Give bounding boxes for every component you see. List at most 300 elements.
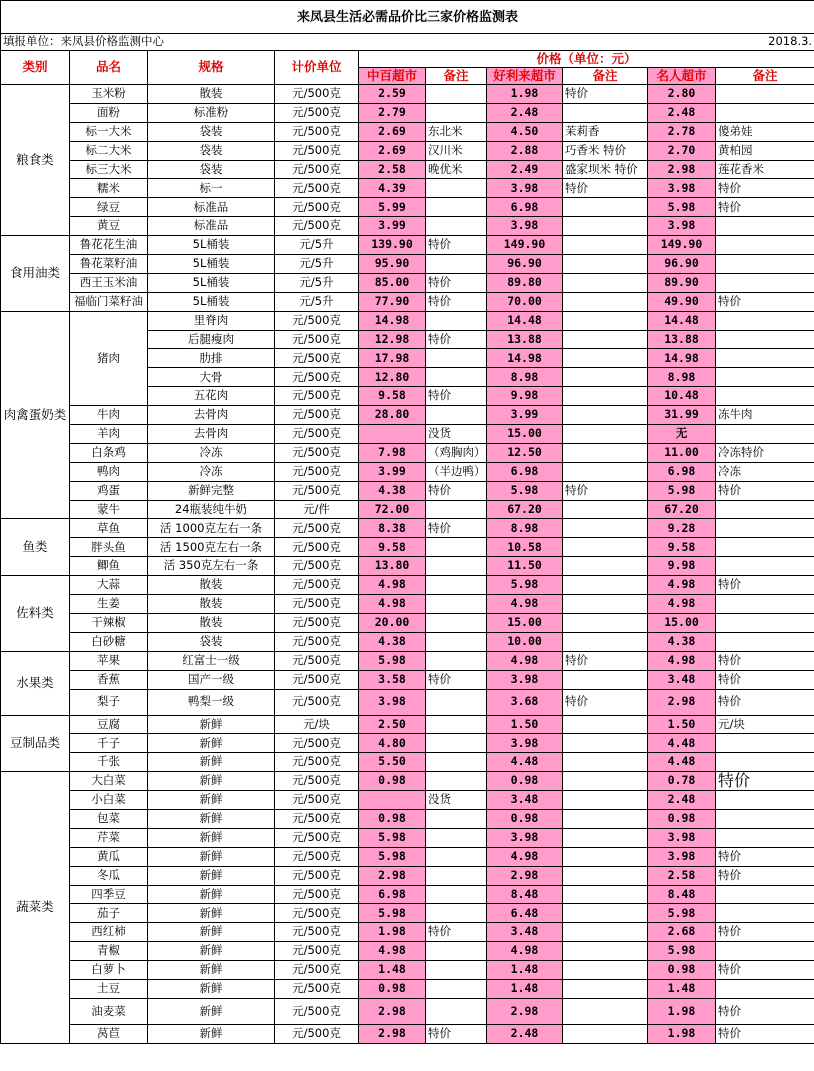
price-store2: 6.98 (487, 198, 563, 217)
item-unit: 元/500克 (275, 828, 359, 847)
note-store2 (563, 425, 648, 444)
note-store3 (716, 85, 814, 104)
price-store1: 2.69 (359, 122, 426, 141)
item-spec: 新鲜 (148, 866, 275, 885)
price-store3: 149.90 (648, 236, 716, 255)
price-store3: 2.70 (648, 141, 716, 160)
table-row (1, 273, 814, 292)
price-store1: 5.98 (359, 904, 426, 923)
price-store2: 4.50 (487, 122, 563, 141)
price-store1: 17.98 (359, 349, 426, 368)
table-row (1, 443, 814, 462)
note-store3: 特价 (716, 292, 814, 311)
note-store2: 特价 (563, 481, 648, 500)
price-store2: 4.48 (487, 753, 563, 772)
note-store3: 冷冻 (716, 462, 814, 481)
note-store2 (563, 809, 648, 828)
item-unit: 元/500克 (275, 670, 359, 689)
note-store3 (716, 734, 814, 753)
note-store2 (563, 753, 648, 772)
price-store3: 0.98 (648, 809, 716, 828)
price-store2: 3.68 (487, 689, 563, 715)
note-store3: 黄柏园 (716, 141, 814, 160)
note-store1 (426, 538, 487, 557)
price-store3: 8.98 (648, 368, 716, 387)
price-store1: 4.98 (359, 942, 426, 961)
table-row (1, 942, 814, 961)
item-name: 苹果 (70, 651, 148, 670)
note-store1 (426, 961, 487, 980)
table-row (1, 632, 814, 651)
price-store3: 1.50 (648, 715, 716, 734)
item-spec: 24瓶装纯牛奶 (148, 500, 275, 519)
note-store2 (563, 311, 648, 330)
item-spec: 红富士一级 (148, 651, 275, 670)
price-store1: 4.38 (359, 481, 426, 500)
item-unit: 元/500克 (275, 103, 359, 122)
note-store3: 特价 (716, 670, 814, 689)
note-store2 (563, 942, 648, 961)
item-unit: 元/500克 (275, 122, 359, 141)
item-spec: 袋装 (148, 632, 275, 651)
note-store3 (716, 425, 814, 444)
note-store1: 特价 (426, 292, 487, 311)
note-store1 (426, 998, 487, 1024)
note-store1 (426, 217, 487, 236)
item-name: 羊肉 (70, 425, 148, 444)
item-unit: 元/500克 (275, 330, 359, 349)
price-store1: 85.00 (359, 273, 426, 292)
price-store3: 1.48 (648, 979, 716, 998)
item-name: 千子 (70, 734, 148, 753)
item-unit: 元/500克 (275, 595, 359, 614)
price-store1: 4.39 (359, 179, 426, 198)
item-name: 芹菜 (70, 828, 148, 847)
note-store3 (716, 330, 814, 349)
table-row (1, 236, 814, 255)
note-store1: （半边鸭） (426, 462, 487, 481)
note-store3: 特价 (716, 179, 814, 198)
item-name: 干辣椒 (70, 613, 148, 632)
note-store3 (716, 273, 814, 292)
note-store2 (563, 613, 648, 632)
price-store3: 4.98 (648, 651, 716, 670)
note-store1 (426, 772, 487, 791)
note-store3 (716, 557, 814, 576)
note-store3: 特价 (716, 481, 814, 500)
item-spec: 5L桶装 (148, 273, 275, 292)
price-store2: 2.98 (487, 998, 563, 1024)
note-store1 (426, 85, 487, 104)
price-store2: 5.98 (487, 576, 563, 595)
price-store2: 89.80 (487, 273, 563, 292)
price-store3: 3.98 (648, 217, 716, 236)
item-spec: 新鲜 (148, 904, 275, 923)
item-unit: 元/500克 (275, 791, 359, 810)
price-store1: 1.48 (359, 961, 426, 980)
note-store1: 没货 (426, 791, 487, 810)
price-store1: 2.98 (359, 1024, 426, 1043)
price-store2: 4.98 (487, 942, 563, 961)
item-spec: 5L桶装 (148, 236, 275, 255)
note-store3: 冷冻特价 (716, 443, 814, 462)
price-store2: 3.48 (487, 923, 563, 942)
note-store3 (716, 753, 814, 772)
note-store1: 特价 (426, 923, 487, 942)
item-spec: 标准品 (148, 198, 275, 217)
note-store3 (716, 632, 814, 651)
item-unit: 元/500克 (275, 462, 359, 481)
item-spec: 新鲜 (148, 734, 275, 753)
header-category: 类别 (1, 51, 70, 85)
item-spec: 新鲜 (148, 979, 275, 998)
note-store1: 汉川米 (426, 141, 487, 160)
item-name: 面粉 (70, 103, 148, 122)
item-unit: 元/500克 (275, 160, 359, 179)
note-store3 (716, 791, 814, 810)
table-row (1, 500, 814, 519)
note-store2: 巧香米 特价 (563, 141, 648, 160)
table-row (1, 923, 814, 942)
item-spec: 新鲜 (148, 885, 275, 904)
note-store1 (426, 632, 487, 651)
price-store1: 3.99 (359, 462, 426, 481)
item-unit: 元/500克 (275, 961, 359, 980)
note-store3: 特价 (716, 998, 814, 1024)
note-store2 (563, 961, 648, 980)
price-store1: 12.98 (359, 330, 426, 349)
table-row (1, 885, 814, 904)
item-spec: 冷冻 (148, 462, 275, 481)
price-store3: 6.98 (648, 462, 716, 481)
item-unit: 元/500克 (275, 942, 359, 961)
item-unit: 元/500克 (275, 753, 359, 772)
note-store1 (426, 406, 487, 425)
price-store2: 10.58 (487, 538, 563, 557)
price-store2: 96.90 (487, 255, 563, 274)
note-store2 (563, 349, 648, 368)
item-name: 青椒 (70, 942, 148, 961)
category-label: 肉禽蛋奶类 (1, 311, 70, 519)
item-name: 福临门菜籽油 (70, 292, 148, 311)
note-store3: 特价 (716, 576, 814, 595)
note-store2 (563, 500, 648, 519)
note-store1 (426, 979, 487, 998)
note-store2: 特价 (563, 651, 648, 670)
note-store3 (716, 942, 814, 961)
item-unit: 元/500克 (275, 772, 359, 791)
table-row (1, 425, 814, 444)
price-store3: 14.48 (648, 311, 716, 330)
item-name: 猪肉 (70, 311, 148, 405)
item-unit: 元/500克 (275, 425, 359, 444)
item-spec: 冷冻 (148, 443, 275, 462)
price-store3: 9.28 (648, 519, 716, 538)
note-store3: 元/块 (716, 715, 814, 734)
price-store1: 4.98 (359, 595, 426, 614)
note-store2 (563, 866, 648, 885)
price-store2: 5.98 (487, 481, 563, 500)
item-unit: 元/500克 (275, 85, 359, 104)
item-spec: 散装 (148, 576, 275, 595)
item-unit: 元/500克 (275, 538, 359, 557)
item-name: 大白菜 (70, 772, 148, 791)
price-store1: 2.69 (359, 141, 426, 160)
note-store3 (716, 311, 814, 330)
table-row (1, 255, 814, 274)
item-name: 香蕉 (70, 670, 148, 689)
table-row (1, 961, 814, 980)
price-store2: 4.98 (487, 595, 563, 614)
price-store1: 95.90 (359, 255, 426, 274)
note-store1 (426, 103, 487, 122)
price-store1: 0.98 (359, 979, 426, 998)
item-unit: 元/500克 (275, 368, 359, 387)
price-store2: 6.98 (487, 462, 563, 481)
category-label: 佐料类 (1, 576, 70, 652)
item-unit: 元/5升 (275, 236, 359, 255)
item-name: 包菜 (70, 809, 148, 828)
price-store1: 8.38 (359, 519, 426, 538)
price-store2: 14.98 (487, 349, 563, 368)
note-store1 (426, 753, 487, 772)
price-store2: 3.98 (487, 734, 563, 753)
price-store3: 49.90 (648, 292, 716, 311)
note-store1 (426, 595, 487, 614)
item-spec: 新鲜 (148, 828, 275, 847)
price-store3: 11.00 (648, 443, 716, 462)
table-row (1, 866, 814, 885)
item-unit: 元/500克 (275, 576, 359, 595)
table-row (1, 791, 814, 810)
note-store1 (426, 255, 487, 274)
price-store2: 15.00 (487, 613, 563, 632)
price-store1: 14.98 (359, 311, 426, 330)
note-store1 (426, 557, 487, 576)
note-store3: 特价 (716, 923, 814, 942)
table-row (1, 141, 814, 160)
note-store2 (563, 292, 648, 311)
item-unit: 元/500克 (275, 217, 359, 236)
item-name: 牛肉 (70, 406, 148, 425)
note-store2 (563, 734, 648, 753)
table-row (1, 103, 814, 122)
price-store2: 2.88 (487, 141, 563, 160)
item-unit: 元/500克 (275, 866, 359, 885)
table-row (1, 595, 814, 614)
price-store2: 2.49 (487, 160, 563, 179)
item-unit: 元/500克 (275, 979, 359, 998)
note-store1: （鸡胸肉） (426, 443, 487, 462)
table-row (1, 809, 814, 828)
note-store2 (563, 923, 648, 942)
note-store2 (563, 885, 648, 904)
price-store2: 2.98 (487, 866, 563, 885)
note-store1: 晚优米 (426, 160, 487, 179)
note-store3 (716, 979, 814, 998)
note-store2: 特价 (563, 179, 648, 198)
item-name: 西王玉米油 (70, 273, 148, 292)
note-store2 (563, 217, 648, 236)
table-row (1, 311, 814, 330)
price-store1: 3.98 (359, 689, 426, 715)
item-unit: 元/500克 (275, 141, 359, 160)
item-spec: 新鲜 (148, 1024, 275, 1043)
note-store3: 傻弟娃 (716, 122, 814, 141)
item-name: 冬瓜 (70, 866, 148, 885)
price-store3: 9.98 (648, 557, 716, 576)
note-store2 (563, 462, 648, 481)
item-name: 豆腐 (70, 715, 148, 734)
price-store3: 2.98 (648, 689, 716, 715)
header-note3: 备注 (716, 68, 814, 85)
note-store1 (426, 847, 487, 866)
item-spec: 新鲜 (148, 847, 275, 866)
item-name: 黄豆 (70, 217, 148, 236)
note-store1: 特价 (426, 670, 487, 689)
price-store1: 13.80 (359, 557, 426, 576)
note-store2 (563, 828, 648, 847)
price-store1: 2.50 (359, 715, 426, 734)
note-store3: 冻牛肉 (716, 406, 814, 425)
item-spec: 散装 (148, 85, 275, 104)
item-unit: 元/500克 (275, 998, 359, 1024)
item-spec: 袋装 (148, 141, 275, 160)
item-name: 草鱼 (70, 519, 148, 538)
page-title: 来凤县生活必需品价比三家价格监测表 (1, 1, 814, 34)
item-unit: 元/500克 (275, 904, 359, 923)
item-unit: 元/500克 (275, 443, 359, 462)
note-store3: 特价 (716, 1024, 814, 1043)
item-unit: 元/500克 (275, 387, 359, 406)
note-store2 (563, 387, 648, 406)
table-row (1, 292, 814, 311)
item-unit: 元/块 (275, 715, 359, 734)
price-store3: 3.98 (648, 828, 716, 847)
note-store1: 特价 (426, 330, 487, 349)
price-store1: 28.80 (359, 406, 426, 425)
price-store1: 20.00 (359, 613, 426, 632)
price-store3: 2.48 (648, 103, 716, 122)
note-store1 (426, 311, 487, 330)
table-row (1, 828, 814, 847)
note-store2 (563, 595, 648, 614)
table-row (1, 772, 814, 791)
note-store1 (426, 689, 487, 715)
item-spec: 鸭梨一级 (148, 689, 275, 715)
note-store2 (563, 406, 648, 425)
table-row (1, 670, 814, 689)
item-unit: 元/500克 (275, 734, 359, 753)
item-name: 茄子 (70, 904, 148, 923)
price-store1: 9.58 (359, 387, 426, 406)
item-unit: 元/500克 (275, 557, 359, 576)
price-store3: 89.90 (648, 273, 716, 292)
header-spec: 规格 (148, 51, 275, 85)
price-store2: 11.50 (487, 557, 563, 576)
item-unit: 元/5升 (275, 273, 359, 292)
table-row (1, 538, 814, 557)
price-store3: 4.48 (648, 753, 716, 772)
table-row (1, 179, 814, 198)
price-store2: 13.88 (487, 330, 563, 349)
price-store3: 15.00 (648, 613, 716, 632)
note-store3 (716, 500, 814, 519)
note-store2 (563, 368, 648, 387)
item-spec: 活 1500克左右一条 (148, 538, 275, 557)
table-row (1, 217, 814, 236)
note-store2 (563, 330, 648, 349)
header-unit: 计价单位 (275, 51, 359, 85)
price-store3: 0.78 (648, 772, 716, 791)
item-name: 白萝卜 (70, 961, 148, 980)
table-row (1, 462, 814, 481)
price-store1: 5.50 (359, 753, 426, 772)
note-store2 (563, 847, 648, 866)
price-store1: 2.98 (359, 866, 426, 885)
note-store1 (426, 885, 487, 904)
price-store3: 2.78 (648, 122, 716, 141)
item-spec: 去骨肉 (148, 425, 275, 444)
price-store2: 3.99 (487, 406, 563, 425)
note-store1: 东北米 (426, 122, 487, 141)
note-store2 (563, 443, 648, 462)
item-name: 标三大米 (70, 160, 148, 179)
price-store2: 70.00 (487, 292, 563, 311)
table-row (1, 1024, 814, 1043)
table-row (1, 160, 814, 179)
item-unit: 元/500克 (275, 651, 359, 670)
note-store1: 特价 (426, 519, 487, 538)
note-store2: 盛家坝米 特价 (563, 160, 648, 179)
price-store3: 4.98 (648, 576, 716, 595)
item-name: 糯米 (70, 179, 148, 198)
note-store3 (716, 519, 814, 538)
note-store3 (716, 255, 814, 274)
price-store3: 0.98 (648, 961, 716, 980)
note-store1 (426, 651, 487, 670)
note-store2 (563, 632, 648, 651)
item-spec: 新鲜 (148, 791, 275, 810)
note-store3 (716, 613, 814, 632)
note-store3: 特价 (716, 866, 814, 885)
price-store2: 4.98 (487, 847, 563, 866)
note-store3 (716, 349, 814, 368)
price-store2: 12.50 (487, 443, 563, 462)
note-store1 (426, 866, 487, 885)
price-store3: 4.48 (648, 734, 716, 753)
item-name: 蒙牛 (70, 500, 148, 519)
price-store1: 4.38 (359, 632, 426, 651)
price-store3: 10.48 (648, 387, 716, 406)
item-spec: 5L桶装 (148, 255, 275, 274)
note-store1: 特价 (426, 273, 487, 292)
price-store2: 3.98 (487, 217, 563, 236)
item-name: 绿豆 (70, 198, 148, 217)
price-store3: 1.98 (648, 1024, 716, 1043)
item-name: 黄瓜 (70, 847, 148, 866)
note-store2: 特价 (563, 85, 648, 104)
note-store1: 没货 (426, 425, 487, 444)
price-store1: 4.98 (359, 576, 426, 595)
header-store2: 好利来超市 (487, 68, 563, 85)
category-label: 鱼类 (1, 519, 70, 576)
note-store3: 特价 (716, 651, 814, 670)
table-row (1, 689, 814, 715)
price-store1: 1.98 (359, 923, 426, 942)
table-row (1, 122, 814, 141)
price-store2: 3.98 (487, 179, 563, 198)
